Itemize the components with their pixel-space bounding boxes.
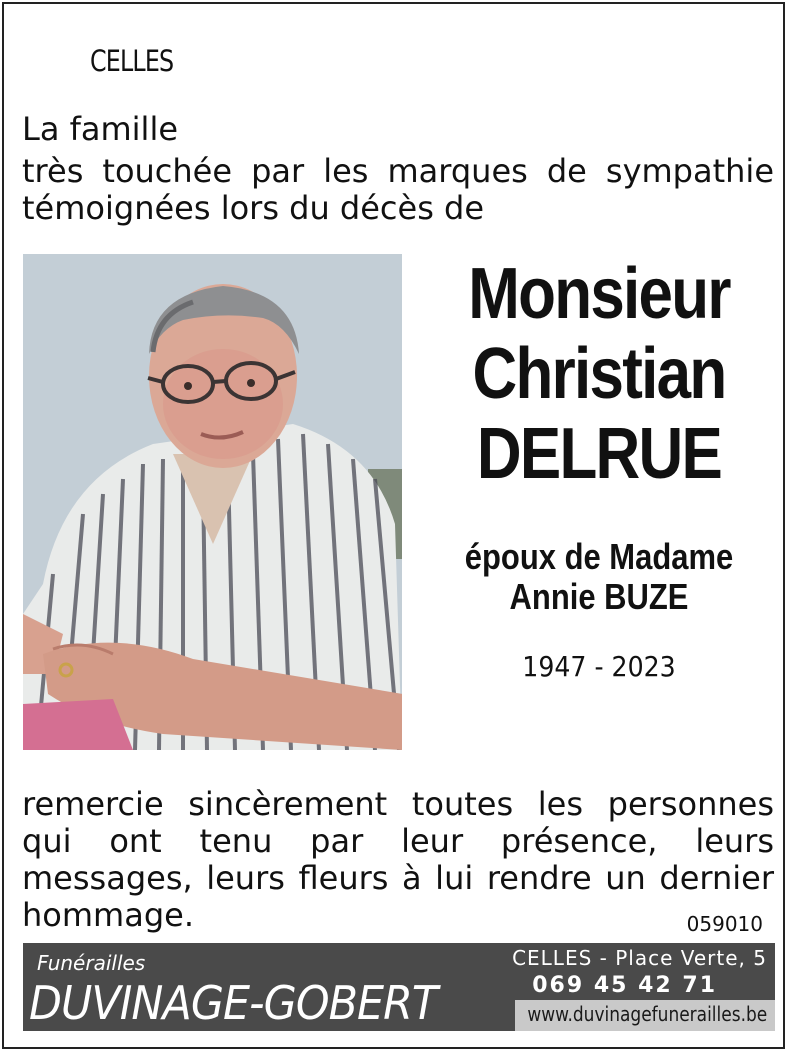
name-line-title: Monsieur: [468, 254, 730, 334]
reference-number: 059010: [686, 912, 763, 936]
funeral-home-website[interactable]: www.duvinagefunerailles.be: [527, 1002, 767, 1026]
spouse-line-1: époux de Madame: [464, 536, 734, 577]
life-dates: 1947 - 2023: [522, 650, 676, 683]
name-line-first: Christian: [472, 334, 726, 414]
condolence-paragraph: très touchée par les marques de sympathie témoignées lors du décès de: [22, 152, 774, 227]
locality-label: CELLES: [90, 44, 174, 78]
portrait-illustration: [23, 254, 402, 750]
spouse-info: [431, 537, 766, 617]
funeral-home-address: CELLES - Place Verte, 5: [512, 946, 767, 970]
portrait-photo: [23, 254, 402, 750]
obituary-notice: [2, 2, 785, 1049]
funeral-home-banner: [23, 943, 775, 1031]
funeral-home-phone: 069 45 42 71: [532, 973, 717, 998]
website-strip: [515, 1000, 775, 1031]
spouse-line-2: Annie BUZE: [509, 576, 689, 617]
name-line-last: DELRUE: [476, 414, 722, 494]
deceased-name: [431, 254, 766, 494]
funeral-home-label: Funérailles: [37, 951, 146, 975]
funeral-home-name: DUVINAGE-GOBERT: [29, 976, 438, 1030]
thanks-paragraph: remercie sincèrement toutes les personnes qui ont tenu par leur présence, leurs messages, leurs fleurs à lui rendre un dernier hommage.: [22, 785, 774, 934]
intro-text: La famille: [22, 110, 179, 148]
